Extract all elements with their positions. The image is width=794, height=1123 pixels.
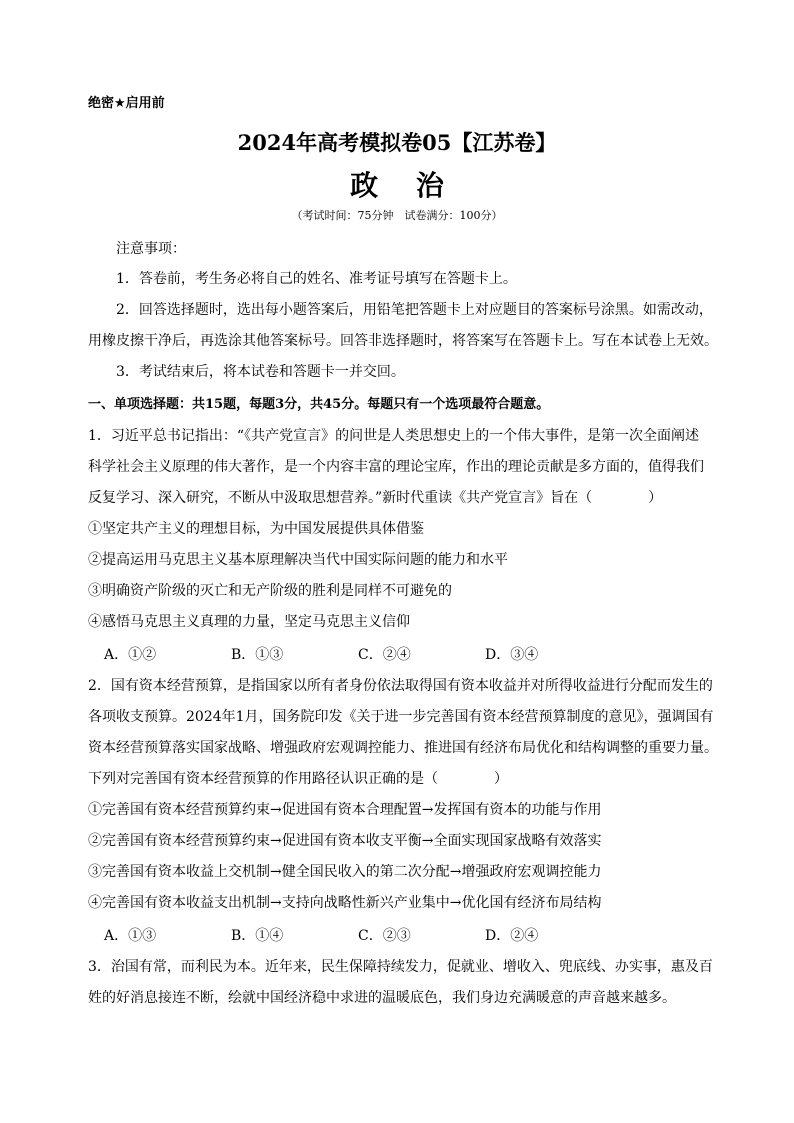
q1-line-1: 1．习近平总书记指出：“《共产党宣言》的问世是人类思想史上的一个伟大事件，是第一次全面阐述 <box>88 428 700 444</box>
exam-info: （考试时间：75分钟 试卷满分：100分） <box>291 209 503 222</box>
notes-heading: 注意事项： <box>116 241 186 257</box>
note-item-1: 1．答卷前，考生务必将自己的姓名、准考证号填写在答题卡上。 <box>116 271 517 287</box>
q2-option-d: D．②④ <box>485 928 539 944</box>
note-item-2-line-2: 用橡皮擦干净后，再选涂其他答案标号。回答非选择题时，将答案写在答题卡上。写在本试卷上无效。 <box>88 333 718 349</box>
secret-mark: 绝密★启用前 <box>88 96 165 111</box>
exam-title: 2024年高考模拟卷05【江苏卷】 <box>237 130 557 155</box>
q1-line-2: 科学社会主义原理的伟大著作，是一个内容丰富的理论宝库，作出的理论贡献是多方面的，值得我们 <box>88 459 704 475</box>
subject-title: 政 治 <box>350 169 458 202</box>
q2-option-c: C．②③ <box>358 928 411 944</box>
q1-statement-3: ③明确资产阶级的灭亡和无产阶级的胜利是同样不可避免的 <box>88 583 452 599</box>
q2-options <box>104 925 612 945</box>
q1-option-c: C．②④ <box>358 647 411 663</box>
q2-line-4: 下列对完善国有资本经营预算的作用路径认识正确的是（ ） <box>88 771 508 787</box>
q1-options <box>104 644 612 664</box>
q1-option-a: A．①② <box>104 647 157 663</box>
q2-statement-4: ④完善国有资本收益支出机制→支持向战略性新兴产业集中→优化国有经济布局结构 <box>88 895 602 911</box>
q1-line-3: 反复学习、深入研究，不断从中汲取思想营养。”新时代重读《共产党宣言》旨在（ ） <box>88 490 663 506</box>
note-item-3: 3．考试结束后，将本试卷和答题卡一并交回。 <box>116 364 405 380</box>
q2-option-a: A．①③ <box>104 928 157 944</box>
q1-statement-2: ②提高运用马克思主义基本原理解决当代中国实际问题的能力和水平 <box>88 552 508 568</box>
q1-option-b: B．①③ <box>231 647 284 663</box>
q3-line-2: 姓的好消息接连不断，绘就中国经济稳中求进的温暖底色，我们身边充满暖意的声音越来越多。 <box>88 990 676 1006</box>
section-heading: 一、单项选择题：共15题，每题3分，共45分。每题只有一个选项最符合题意。 <box>88 397 550 412</box>
q2-statement-2: ②完善国有资本经营预算约束→促进国有资本收支平衡→全面实现国家战略有效落实 <box>88 833 602 849</box>
q2-line-1: 2．国有资本经营预算，是指国家以所有者身份依法取得国有资本收益并对所得收益进行分配而发生的 <box>88 678 713 694</box>
q3-line-1: 3．治国有常，而利民为本。近年来，民生保障持续发力，促就业、增收入、兜底线、办实事，惠及百 <box>88 959 713 975</box>
note-item-2-line-1: 2．回答选择题时，选出每小题答案后，用铅笔把答题卡上对应题目的答案标号涂黑。如需改动， <box>116 302 713 318</box>
q2-statement-3: ③完善国有资本收益上交机制→健全国民收入的第二次分配→增强政府宏观调控能力 <box>88 864 602 880</box>
q1-option-d: D．③④ <box>485 647 539 663</box>
q2-line-2: 各项收支预算。2024年1月，国务院印发《关于进一步完善国有资本经营预算制度的意见》，强调国有 <box>88 709 714 725</box>
q2-statement-1: ①完善国有资本经营预算约束→促进国有资本合理配置→发挥国有资本的功能与作用 <box>88 802 602 818</box>
q2-option-b: B．①④ <box>231 928 284 944</box>
q1-statement-1: ①坚定共产主义的理想目标，为中国发展提供具体借鉴 <box>88 521 424 537</box>
q1-statement-4: ④感悟马克思主义真理的力量，坚定马克思主义信仰 <box>88 614 410 630</box>
q2-line-3: 资本经营预算落实国家战略、增强政府宏观调控能力、推进国有经济布局优化和结构调整的重要力量。 <box>88 740 718 756</box>
